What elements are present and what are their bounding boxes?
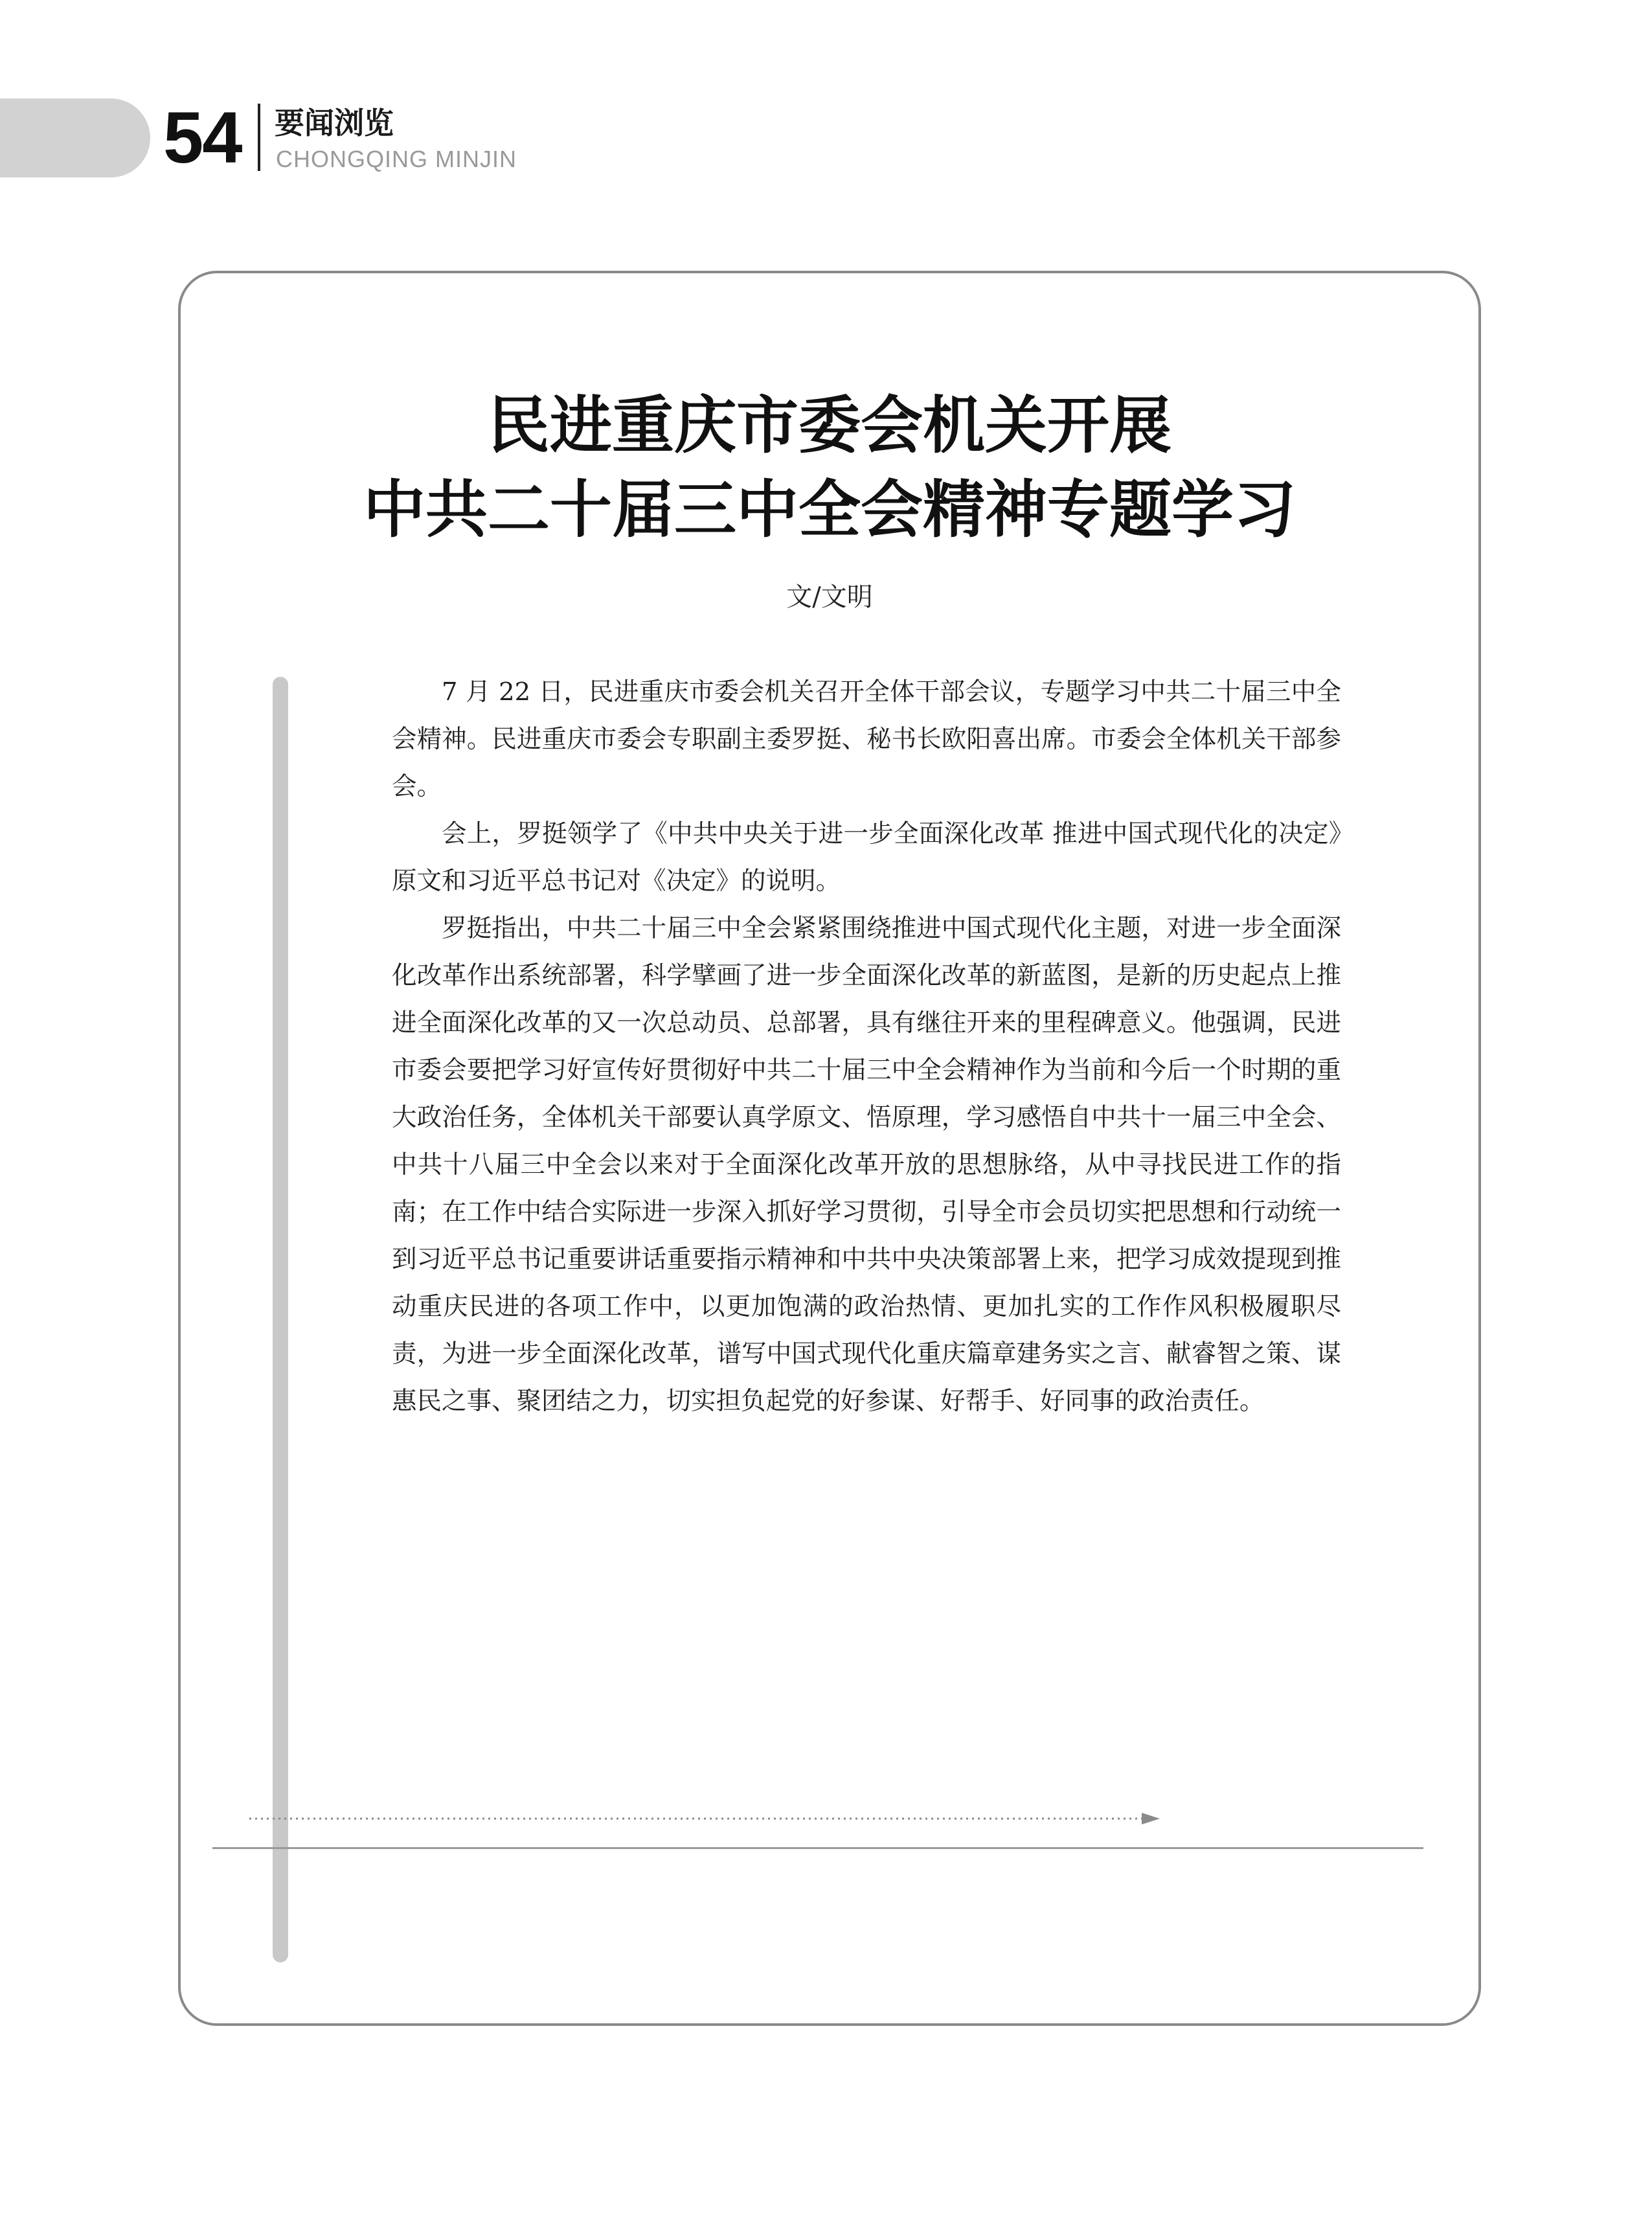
paragraph-3: 罗挺指出，中共二十届三中全会紧紧围绕推进中国式现代化主题，对进一步全面深化改革作出系统部署，科学擘画了进一步全面深化改革的新蓝图，是新的历史起点上推进全面深化改革的又一次总动员、总部署，具有继往开来的里程碑意义。他强调，民进市委会要把学习好宣传好贯彻好中共二十届三中全会精神作为当前和今后一个时期的重大政治任务，全体机关干部要认真学原文、悟原理，学习感悟自中共十一届三中全会、中共十八届三中全会以来对于全面深化改革开放的思想脉络，从中寻找民进工作的指南；在工作中结合实际进一步深入抓好学习贯彻，引导全市会员切实把思想和行动统一到习近平总书记重要讲话重要指示精神和中共中央决策部署上来，把学习成效提现到推动重庆民进的各项工作中，以更加饱满的政治热情、更加扎实的工作作风积极履职尽责，为进一步全面深化改革，谱写中国式现代化重庆篇章建务实之言、献睿智之策、谋惠民之事、聚团结之力，切实担负起党的好参谋、好帮手、好同事的政治责任。 [392, 914, 1341, 1416]
byline: 文/文明 [786, 582, 873, 612]
page-number: 54 [163, 97, 242, 178]
dotted-arrow-icon [249, 1811, 1161, 1826]
section-subtitle: CHONGQING MINJIN [276, 146, 517, 172]
header-tab [0, 98, 150, 177]
bottom-rule [212, 1847, 1423, 1849]
article-body [392, 668, 1341, 1425]
paragraph-1: 7 月 22 日，民进重庆市委会机关召开全体干部会议，专题学习中共二十届三中全会精神。民进重庆市委会专职副主委罗挺、秘书长欧阳喜出席。市委会全体机关干部参会。 [392, 677, 1341, 801]
article-title [178, 383, 1481, 552]
header-divider [258, 104, 260, 171]
section-title: 要闻浏览 [275, 106, 394, 141]
left-accent-bar [273, 677, 288, 1962]
article-title-line-2: 中共二十届三中全会精神专题学习 [363, 473, 1296, 546]
article-title-line-1: 民进重庆市委会机关开展 [488, 389, 1171, 462]
paragraph-2: 会上，罗挺领学了《中共中央关于进一步全面深化改革 推进中国式现代化的决定》原文和习近平总书记对《决定》的说明。 [392, 819, 1341, 896]
